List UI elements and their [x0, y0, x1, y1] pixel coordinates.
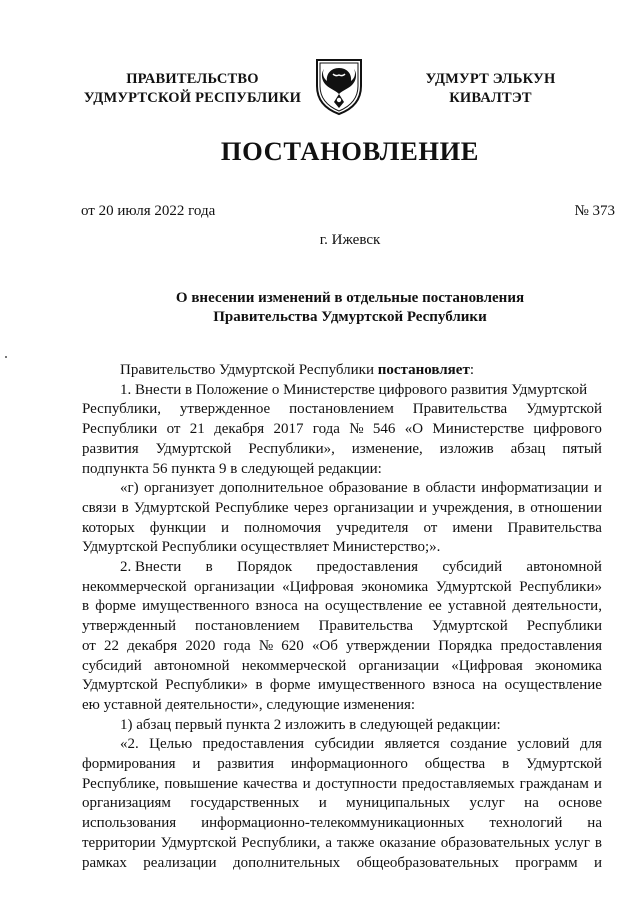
body-word: форме [95, 598, 136, 615]
body-word: Порядок [237, 559, 293, 576]
body-word: субсидий [442, 559, 503, 576]
body-word: цифрового [533, 421, 602, 438]
body-word: автономной [526, 559, 602, 576]
document-title: ПОСТАНОВЛЕНИЕ [220, 136, 480, 166]
body-word: является [384, 736, 440, 753]
body-word: Удмуртской [435, 578, 512, 595]
body-word: Удмуртской [526, 401, 602, 418]
body-word: Удмуртской Республики осуществляет Министерство;». [82, 539, 441, 556]
body-word: имени [452, 519, 493, 536]
body-line [82, 479, 602, 499]
body-word: взноса [255, 598, 298, 615]
body-word: муниципальных [346, 795, 451, 812]
body-line [82, 814, 602, 834]
body-word: общеобразовательных [356, 854, 499, 871]
issuer-udmurt-line-2: КИВАЛТЭТ [449, 90, 532, 106]
scan-artifact-dot [5, 356, 7, 358]
body-word: декабря [127, 637, 178, 654]
body-word: государственных [190, 795, 300, 812]
body-line [82, 617, 602, 637]
body-word: общества [424, 756, 486, 773]
body-word: в [82, 598, 90, 615]
body-word: условий [517, 736, 570, 753]
subject-line-1: О внесении изменений в отдельные постановления [175, 290, 525, 306]
body-line [82, 381, 602, 401]
body-word: также [336, 834, 375, 851]
body-word: 546 [372, 421, 396, 438]
body-word: абзац [510, 440, 546, 457]
body-word: изложив [439, 440, 494, 457]
body-word: Республике [214, 499, 289, 516]
body-intro [82, 361, 602, 381]
body-word: Удмуртской [526, 756, 602, 773]
body-word: Удмуртской [133, 499, 210, 516]
body-word: в [518, 499, 526, 516]
body-word: использования [82, 815, 177, 832]
body-word: на [482, 677, 498, 694]
intro-verb: постановляет [377, 362, 470, 378]
body-word: Удмуртской [431, 618, 508, 635]
body-word: 2020 [185, 637, 216, 654]
body-line [82, 676, 602, 696]
issuer-udmurt-line-1: УДМУРТ ЭЛЬКУН [425, 71, 556, 87]
body-word: предоставления [500, 637, 602, 654]
body-line [82, 735, 602, 755]
body-word: «Цифровая [282, 578, 354, 595]
body-word: и [302, 775, 311, 792]
body-word: услуг [554, 834, 590, 851]
body-line [82, 400, 602, 420]
body-word: Республике, [82, 775, 160, 792]
body-word: отношении [530, 499, 602, 516]
subject-line-2: Правительства Удмуртской Республики [213, 309, 487, 325]
body-word: «г) [120, 480, 139, 497]
body-line [82, 597, 602, 617]
body-word: изменение, [351, 440, 423, 457]
document-body [82, 361, 602, 873]
body-word: «О [404, 421, 424, 438]
body-word: услуг [469, 795, 505, 812]
body-word: Порядка [438, 637, 493, 654]
issuer-name-russian [70, 70, 315, 108]
body-word: создание [450, 736, 507, 753]
body-word: и [318, 795, 327, 812]
body-word: через [293, 499, 329, 516]
body-word: утверждении [346, 637, 431, 654]
body-word: Республики», [248, 440, 335, 457]
body-word: ее [428, 598, 442, 615]
body-word: предоставления [316, 559, 419, 576]
body-word: 620 [281, 637, 304, 654]
body-word: Правительства [318, 618, 413, 635]
body-word: на [524, 795, 539, 812]
body-line [82, 637, 602, 657]
body-word: подпункта 56 пункта 9 в следующей редакции: [82, 460, 382, 477]
body-word: организации [358, 657, 439, 674]
body-word: на [304, 598, 319, 615]
body-word: Целью [149, 736, 193, 753]
body-word: области [425, 480, 476, 497]
body-word: территории [82, 834, 156, 851]
document-date: от 20 июля 2022 года [81, 203, 216, 219]
body-word: Республики [526, 618, 602, 635]
body-line [82, 696, 602, 716]
body-word: организации [333, 499, 414, 516]
body-word: на [587, 815, 602, 832]
body-line [82, 854, 602, 874]
body-word: некоммерческой [241, 657, 347, 674]
body-word: 22 [104, 637, 120, 654]
body-word: постановлением [289, 401, 394, 418]
body-word: технологий [489, 815, 563, 832]
body-line [82, 460, 602, 480]
body-word: в [502, 756, 510, 773]
body-line [82, 657, 602, 677]
body-word: 2017 [273, 421, 304, 438]
body-word: от [82, 637, 96, 654]
body-line [82, 538, 602, 558]
document-subject [0, 289, 640, 327]
body-word: Республики [82, 421, 158, 438]
issuer-name-udmurt [378, 70, 603, 108]
body-word: Республики, [82, 401, 161, 418]
body-word: постановлением [194, 618, 300, 635]
body-line [82, 519, 602, 539]
body-word: ею уставной деятельности», следующие изменения: [82, 696, 416, 713]
body-word: и [593, 480, 602, 497]
body-word: имущественного [317, 677, 426, 694]
body-word: которых [82, 519, 135, 536]
body-line [82, 578, 602, 598]
body-word: субсидии [314, 736, 375, 753]
body-word: Республики» [519, 578, 602, 595]
body-word: Удмуртской [82, 677, 158, 694]
body-word: развития [217, 756, 274, 773]
body-word: основе [558, 795, 602, 812]
body-word: рамках [82, 854, 127, 871]
body-word: гражданам [519, 775, 589, 792]
body-word: дополнительное [219, 480, 324, 497]
body-word: утвержденное [179, 401, 271, 418]
body-word: программ [515, 854, 578, 871]
body-word: Правительства [507, 519, 602, 536]
body-word: субсидий [82, 657, 142, 674]
body-word: дополнительных [233, 854, 341, 871]
body-word: образование [328, 480, 408, 497]
body-word: функции [149, 519, 207, 536]
body-word: имущественного [142, 598, 250, 615]
body-word: деятельности, [512, 598, 602, 615]
body-word: Республики» [165, 677, 249, 694]
intro-text: Правительство Удмуртской Республики [120, 362, 378, 378]
udmurt-coat-of-arms-icon [313, 56, 365, 116]
body-word: полномочия [244, 519, 322, 536]
body-word: информационного [290, 756, 408, 773]
body-word: года [312, 421, 340, 438]
body-word: предоставления [202, 736, 305, 753]
body-line [82, 440, 602, 460]
body-word: качества [243, 775, 298, 792]
body-word: связи [82, 499, 117, 516]
body-word: организации [194, 578, 275, 595]
body-line [82, 558, 602, 578]
body-word: учреждения, [432, 499, 513, 516]
body-word: 1. Внести в Положение о Министерстве цифрового развития Удмуртской [120, 381, 588, 398]
body-word: Республики, [241, 834, 321, 851]
body-word: и [221, 519, 230, 536]
body-word: Министерстве [432, 421, 525, 438]
body-word: уставной [447, 598, 507, 615]
body-line [82, 499, 602, 519]
body-word: форме [269, 677, 311, 694]
body-word: осуществление [324, 598, 423, 615]
issuer-line-1: ПРАВИТЕЛЬСТВО [126, 71, 259, 87]
body-word: повышение [164, 775, 238, 792]
body-word: «2. [120, 736, 139, 753]
body-line [82, 794, 602, 814]
body-word: а [325, 834, 332, 851]
body-word: и [593, 854, 602, 871]
body-word: декабря [214, 421, 265, 438]
body-word: в [121, 499, 129, 516]
body-word: экономика [535, 657, 602, 674]
body-word: взноса [432, 677, 476, 694]
body-word: 2. Внести [120, 559, 182, 576]
body-word: формирования [82, 756, 176, 773]
issuer-line-2: УДМУРТСКОЙ РЕСПУБЛИКИ [83, 90, 302, 106]
body-word: развития [82, 440, 139, 457]
body-word: автономной [154, 657, 230, 674]
body-word: в [413, 480, 421, 497]
body-word: в [594, 834, 602, 851]
body-word: Правительства [412, 401, 508, 418]
intro-colon: : [469, 362, 474, 378]
body-word: для [579, 736, 602, 753]
body-word: оказание [379, 834, 436, 851]
body-word: в [255, 677, 263, 694]
body-word: информационно-телекоммуникационных [201, 815, 465, 832]
body-word: 1) абзац первый пункта 2 изложить в следующей редакции: [120, 716, 501, 733]
body-line [82, 420, 602, 440]
body-word: года [223, 637, 251, 654]
body-word: осуществление [504, 677, 602, 694]
body-word: пятый [562, 440, 602, 457]
body-word: и [593, 775, 602, 792]
body-word: в [205, 559, 213, 576]
document-number: № 373 [574, 203, 615, 219]
body-line [82, 775, 602, 795]
body-word: 21 [189, 421, 205, 438]
body-word: организациям [82, 795, 171, 812]
body-word: доступности [315, 775, 397, 792]
body-word: Удмуртской [155, 440, 232, 457]
body-word: некоммерческой [82, 578, 187, 595]
body-word: информатизации [481, 480, 589, 497]
body-word: предоставляемых [402, 775, 515, 792]
body-line [82, 834, 602, 854]
body-word: и [419, 499, 428, 516]
body-word: от [423, 519, 438, 536]
body-word: «Об [311, 637, 338, 654]
body-word: учредителя [336, 519, 409, 536]
body-word: утвержденный [82, 618, 177, 635]
body-word: и [192, 756, 201, 773]
body-word: организует [144, 480, 215, 497]
body-word: № [258, 637, 274, 654]
document-city: г. Ижевск [319, 232, 381, 248]
body-line [82, 755, 602, 775]
body-word: образовательных [440, 834, 550, 851]
body-word: экономика [361, 578, 429, 595]
body-word: Удмуртской [160, 834, 237, 851]
body-word: реализации [143, 854, 217, 871]
body-line [82, 716, 602, 736]
body-paragraphs [82, 381, 602, 874]
body-word: № [349, 421, 364, 438]
body-word: «Цифровая [451, 657, 523, 674]
body-word: от [166, 421, 181, 438]
